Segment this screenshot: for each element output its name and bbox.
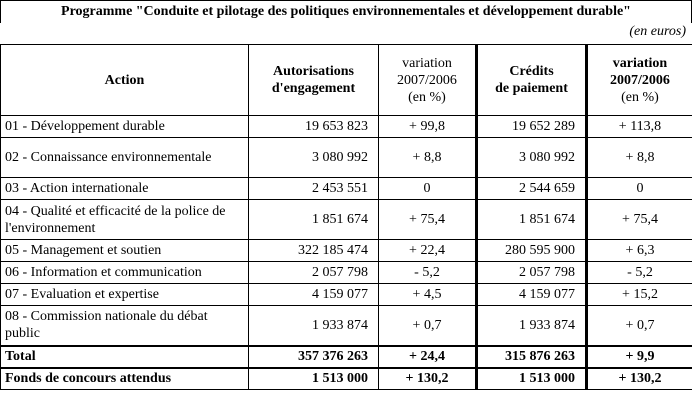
row-action: 02 - Connaissance environnementale: [1, 138, 249, 178]
fonds-var-ae: + 130,2: [379, 368, 477, 390]
header-variation-ae: [379, 45, 477, 116]
budget-table: [0, 44, 692, 390]
row-var-cp: + 15,2: [587, 284, 692, 306]
row-action: 04 - Qualité et efficacité de la police de l'environnement: [1, 200, 249, 240]
header-cp-line1: Crédits: [509, 64, 554, 79]
row-var-ae: + 22,4: [379, 240, 477, 262]
row-cp: 19 652 289: [477, 116, 587, 138]
row-var-ae: - 5,2: [379, 262, 477, 284]
header-variation-cp: [587, 45, 692, 116]
row-var-cp: 0: [587, 178, 692, 200]
fonds-cp: 1 513 000: [477, 368, 587, 390]
fonds-label: Fonds de concours attendus: [1, 368, 249, 390]
total-var-ae: + 24,4: [379, 346, 477, 368]
row-var-cp: + 0,7: [587, 306, 692, 346]
header-var2-line2: 2007/2006: [610, 72, 670, 88]
row-ae: 322 185 474: [249, 240, 379, 262]
fonds-row: [1, 368, 692, 390]
header-var2-line3: (en %): [621, 89, 659, 105]
fonds-ae: 1 513 000: [249, 368, 379, 390]
row-var-cp: + 8,8: [587, 138, 692, 178]
row-var-ae: + 0,7: [379, 306, 477, 346]
row-action: 07 - Evaluation et expertise: [1, 284, 249, 306]
table-row: [1, 200, 692, 240]
row-cp: 1 933 874: [477, 306, 587, 346]
row-ae: 1 933 874: [249, 306, 379, 346]
row-ae: 19 653 823: [249, 116, 379, 138]
row-var-cp: + 75,4: [587, 200, 692, 240]
total-cp: 315 876 263: [477, 346, 587, 368]
row-cp: 280 595 900: [477, 240, 587, 262]
table-row: [1, 178, 692, 200]
row-var-cp: + 6,3: [587, 240, 692, 262]
table-row: [1, 284, 692, 306]
total-ae: 357 376 263: [249, 346, 379, 368]
header-row: [1, 45, 692, 116]
row-var-cp: - 5,2: [587, 262, 692, 284]
header-var1-line2: 2007/2006: [397, 72, 457, 88]
row-cp: 2 544 659: [477, 178, 587, 200]
row-ae: 3 080 992: [249, 138, 379, 178]
row-action: 05 - Management et soutien: [1, 240, 249, 262]
table-row: [1, 306, 692, 346]
title-table: [0, 0, 692, 23]
header-ae-line1: Autorisations: [273, 64, 354, 79]
header-action: Action: [1, 45, 249, 116]
unit-label: (en euros): [629, 24, 686, 39]
row-cp: 1 851 674: [477, 200, 587, 240]
table-row: [1, 116, 692, 138]
fonds-var-cp: + 130,2: [587, 368, 692, 390]
row-ae: 2 453 551: [249, 178, 379, 200]
header-credits: [477, 45, 587, 116]
row-cp: 2 057 798: [477, 262, 587, 284]
header-autorisations: [249, 45, 379, 116]
row-cp: 4 159 077: [477, 284, 587, 306]
row-action: 03 - Action internationale: [1, 178, 249, 200]
row-ae: 4 159 077: [249, 284, 379, 306]
row-action: 08 - Commission nationale du débat public: [1, 306, 249, 346]
row-var-ae: + 4,5: [379, 284, 477, 306]
row-var-cp: + 113,8: [587, 116, 692, 138]
row-var-ae: + 75,4: [379, 200, 477, 240]
row-var-ae: 0: [379, 178, 477, 200]
row-var-ae: + 8,8: [379, 138, 477, 178]
row-var-ae: + 99,8: [379, 116, 477, 138]
total-label: Total: [1, 346, 249, 368]
row-ae: 2 057 798: [249, 262, 379, 284]
row-action: 06 - Information et communication: [1, 262, 249, 284]
table-row: [1, 262, 692, 284]
header-var1-line1: variation: [402, 55, 452, 71]
table-row: [1, 138, 692, 178]
table-row: [1, 240, 692, 262]
header-ae-line2: d'engagement: [271, 81, 356, 96]
row-ae: 1 851 674: [249, 200, 379, 240]
header-var2-line1: variation: [612, 55, 668, 71]
row-cp: 3 080 992: [477, 138, 587, 178]
row-action: 01 - Développement durable: [1, 116, 249, 138]
header-var1-line3: (en %): [408, 89, 446, 105]
total-var-cp: + 9,9: [587, 346, 692, 368]
total-row: [1, 346, 692, 368]
document-title: Programme "Conduite et pilotage des politiques environnementales et développement durable": [1, 1, 692, 24]
header-cp-line2: de paiement: [495, 81, 568, 96]
